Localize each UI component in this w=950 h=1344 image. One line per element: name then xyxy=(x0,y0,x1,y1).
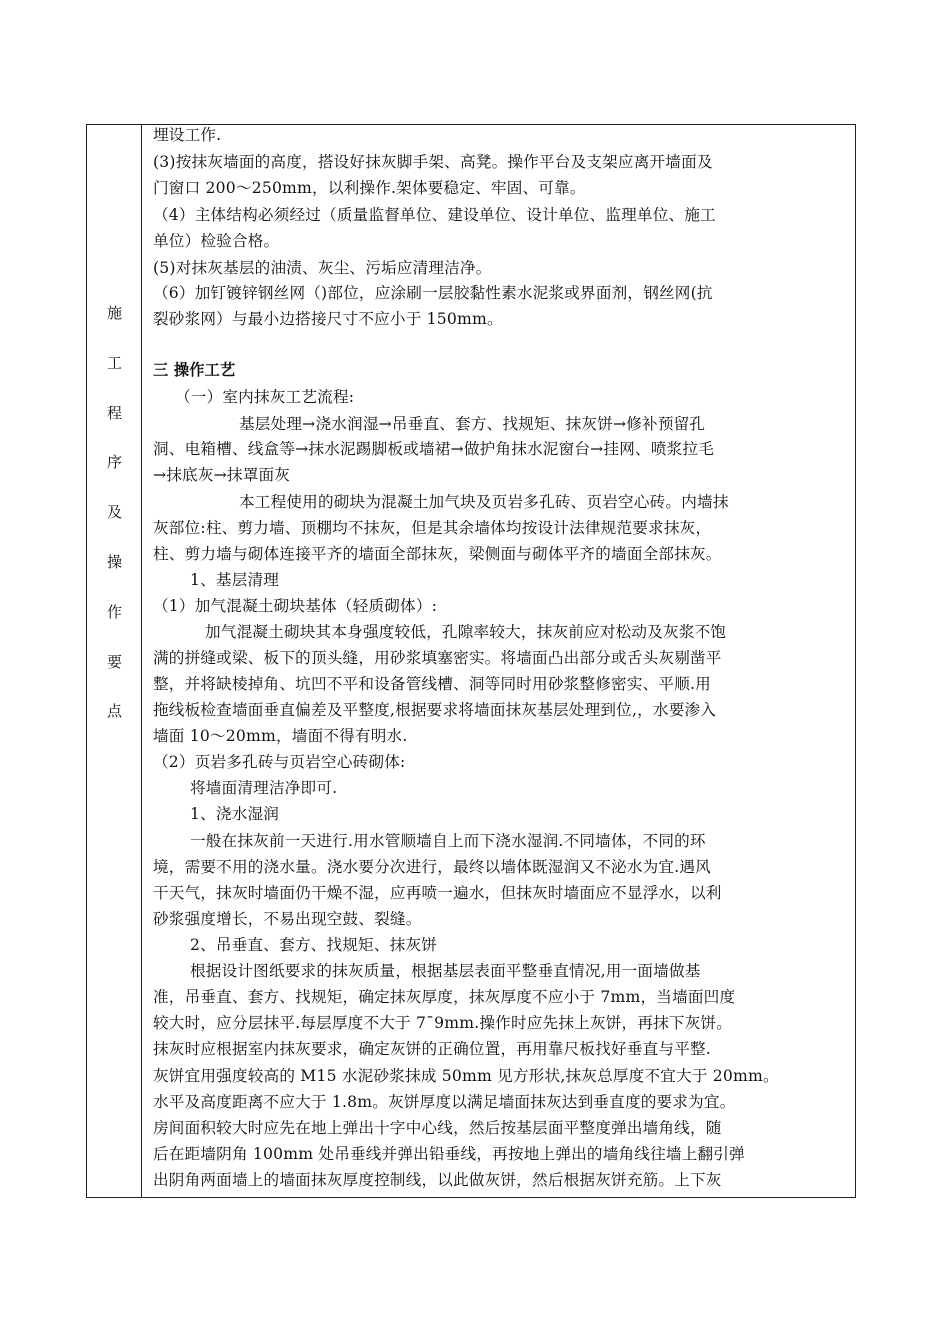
section-label-char: 工 xyxy=(106,354,122,372)
section-label-char: 程 xyxy=(106,404,122,422)
text-line: 砂浆强度增长，不易出现空鼓、裂缝。 xyxy=(153,910,422,928)
text-line: 较大时，应分层抹平.每层厚度不大于 7¯9mm.操作时应先抹上灰饼，再抹下灰饼。 xyxy=(153,1014,733,1032)
text-line: 单位）检验合格。 xyxy=(153,232,280,250)
section-label-char: 操 xyxy=(106,553,122,571)
section-label-char: 点 xyxy=(106,702,122,720)
text-line: 本工程使用的砌块为混凝土加气块及页岩多孔砖、页岩空心砖。内墙抹 xyxy=(239,493,729,511)
text-line: （6）加钉镀锌钢丝网（)部位，应涂刷一层胶黏性素水泥浆或界面剂，钢丝网(抗 xyxy=(153,284,713,302)
procedure-table xyxy=(86,124,856,1198)
text-line: 拖线板检查墙面垂直偏差及平整度,根据要求将墙面抹灰基层处理到位,，水要渗入 xyxy=(153,701,717,719)
text-line: 将墙面清理洁净即可. xyxy=(190,779,338,797)
section-label-cell xyxy=(87,125,142,1197)
text-line: 一般在抹灰前一天进行.用水管顺墙自上而下浇水湿润.不同墙体，不同的环 xyxy=(190,832,706,850)
section-label-char: 作 xyxy=(106,603,122,621)
text-line: 境，需要不用的浇水量。浇水要分次进行，最终以墙体既湿润又不泌水为宜.遇风 xyxy=(153,858,711,876)
item-heading: 2、吊垂直、套方、找规矩、抹灰饼 xyxy=(190,936,438,954)
text-line: 柱、剪力墙与砌体连接平齐的墙面全部抹灰，梁侧面与砌体平齐的墙面全部抹灰。 xyxy=(153,545,722,563)
text-line: 灰部位:柱、剪力墙、顶棚均不抹灰，但是其余墙体均按设计法律规范要求抹灰， xyxy=(153,519,712,537)
text-line: （4）主体结构必须经过（质量监督单位、建设单位、设计单位、监理单位、施工 xyxy=(153,206,716,224)
subsection-heading: （一）室内抹灰工艺流程: xyxy=(175,388,355,406)
section-label-char: 要 xyxy=(106,653,122,671)
text-line: (5)对抹灰基层的油渍、灰尘、污垢应清理洁净。 xyxy=(153,259,492,277)
text-line: 整，并将缺棱掉角、坑凹不平和设备管线槽、洞等同时用砂浆整修密实、平顺.用 xyxy=(153,675,711,693)
text-line: 房间面积较大时应先在地上弹出十字中心线，然后按基层面平整度弹出墙角线，随 xyxy=(153,1119,722,1137)
text-line: 灰饼宜用强度较高的 M15 水泥砂浆抹成 50mm 见方形状,抹灰总厚度不宜大于 20mm。 xyxy=(153,1067,779,1085)
text-line: 门窗口 200～250mm，以利操作.架体要稳定、牢固、可靠。 xyxy=(153,179,586,197)
section-label-char: 及 xyxy=(106,503,122,521)
item-heading: 1、基层清理 xyxy=(190,571,280,589)
section-label-char: 施 xyxy=(106,304,122,322)
text-line: 后在距墙阴角 100mm 处吊垂线并弹出铅垂线，再按地上弹出的墙角线往墙上翻引弹 xyxy=(153,1145,745,1163)
text-line: （2）页岩多孔砖与页岩空心砖砌体: xyxy=(153,753,406,771)
text-line: 埋设工作. xyxy=(153,126,222,144)
text-line: 水平及高度距离不应大于 1.8m。灰饼厚度以满足墙面抹灰达到垂直度的要求为宜。 xyxy=(153,1093,736,1111)
text-line: (3)按抹灰墙面的高度，搭设好抹灰脚手架、高凳。操作平台及支架应离开墙面及 xyxy=(153,153,713,171)
text-line: →抹底灰→抹罩面灰 xyxy=(153,466,291,484)
section-heading: 三 操作工艺 xyxy=(153,361,236,379)
item-heading: 1、浇水湿润 xyxy=(190,805,280,823)
text-line: 洞、电箱槽、线盒等→抹水泥踢脚板或墙裙→做护角抹水泥窗台→挂网、喷浆拉毛 xyxy=(153,440,714,458)
text-line: 满的拼缝或梁、板下的顶头缝，用砂浆填塞密实。将墙面凸出部分或舌头灰剔凿平 xyxy=(153,649,722,667)
text-line: 抹灰时应根据室内抹灰要求，确定灰饼的正确位置，再用靠尺板找好垂直与平整. xyxy=(153,1040,711,1058)
text-line: 基层处理→浇水润湿→吊垂直、套方、找规矩、抹灰饼→修补预留孔 xyxy=(239,415,706,433)
text-line: 干天气，抹灰时墙面仍干燥不湿，应再喷一遍水，但抹灰时墙面应不显浮水，以利 xyxy=(153,884,722,902)
text-line: 裂砂浆网）与最小边搭接尺寸不应小于 150mm。 xyxy=(153,310,503,328)
text-line: 根据设计图纸要求的抹灰质量，根据基层表面平整垂直情况,用一面墙做基 xyxy=(190,962,701,980)
section-label-char: 序 xyxy=(106,453,122,471)
text-line: （1）加气混凝土砌块基体（轻质砌体）: xyxy=(153,597,438,615)
text-line: 加气混凝土砌块其本身强度较低，孔隙率较大，抹灰前应对松动及灰浆不饱 xyxy=(205,623,727,641)
text-line: 出阴角两面墙上的墙面抹灰厚度控制线，以此做灰饼，然后根据灰饼充筋。上下灰 xyxy=(153,1171,722,1189)
text-line: 墙面 10～20mm，墙面不得有明水. xyxy=(153,727,408,745)
text-line: 准，吊垂直、套方、找规矩，确定抹灰厚度，抹灰厚度不应小于 7mm，当墙面凹度 xyxy=(153,988,736,1006)
